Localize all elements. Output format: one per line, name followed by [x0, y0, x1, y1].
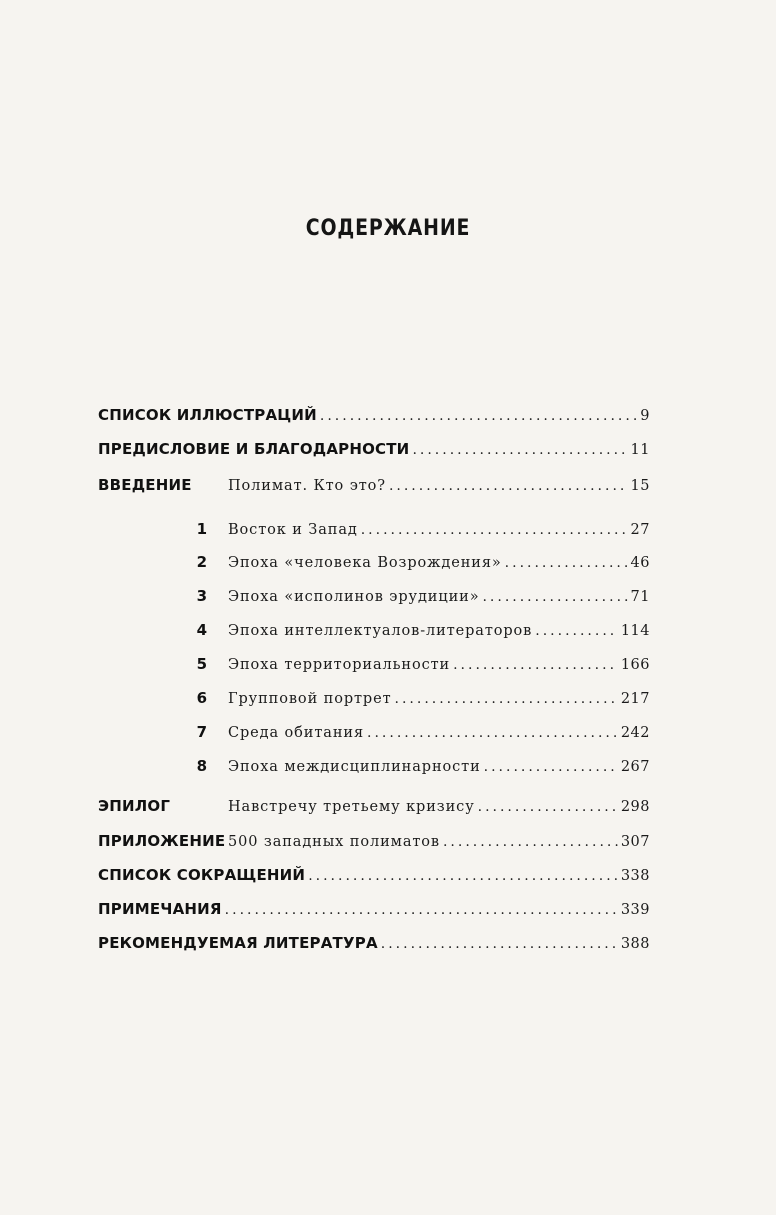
chapter-title: Эпоха интеллектуалов-литераторов	[228, 623, 533, 639]
toc-entry-title: Навстречу третьему кризису	[228, 799, 475, 815]
page-number: 166	[620, 657, 650, 673]
dot-leader	[478, 799, 618, 815]
chapter-number-cell	[98, 520, 228, 538]
page-number: 15	[630, 478, 650, 494]
chapter-number: 6	[196, 689, 208, 707]
dot-leader	[443, 834, 618, 850]
chapter-title: Восток и Запад	[228, 522, 358, 538]
chapter-number: 7	[196, 723, 208, 741]
dot-leader	[381, 936, 618, 952]
toc-entry	[98, 900, 650, 930]
toc-section-label: ЭПИЛОГ	[98, 797, 171, 815]
page-number: 46	[630, 555, 650, 571]
page-number: 11	[630, 442, 650, 458]
toc-entry	[98, 520, 650, 550]
page-number: 339	[620, 902, 650, 918]
chapter-number-cell	[98, 587, 228, 605]
page-number: 298	[620, 799, 650, 815]
dot-leader	[367, 725, 618, 741]
dot-leader	[482, 589, 627, 605]
chapter-number-cell	[98, 655, 228, 673]
toc-entry	[98, 406, 650, 436]
dot-leader	[361, 522, 628, 538]
page-number: 9	[640, 408, 650, 424]
chapter-number: 3	[196, 587, 208, 605]
chapter-number-cell	[98, 621, 228, 639]
toc-section-label: ВВЕДЕНИЕ	[98, 476, 192, 494]
toc-entry	[98, 621, 650, 651]
toc-entry	[98, 934, 650, 964]
toc-entry	[98, 797, 650, 827]
toc-entry-title: Полимат. Кто это?	[228, 478, 386, 494]
toc-entry	[98, 655, 650, 685]
toc-entry	[98, 723, 650, 753]
chapter-number: 5	[196, 655, 208, 673]
toc-entry	[98, 832, 650, 862]
dot-leader	[505, 555, 628, 571]
chapter-number: 1	[196, 520, 208, 538]
toc-entry-title: 500 западных полиматов	[228, 834, 440, 850]
chapter-title: Среда обитания	[228, 725, 365, 741]
dot-leader	[320, 408, 637, 424]
chapter-title: Эпоха «исполинов эрудиции»	[228, 589, 480, 605]
toc-section-label: ПРИЛОЖЕНИЕ	[98, 832, 226, 850]
chapter-number: 4	[196, 621, 208, 639]
toc-section-label: СПИСОК ИЛЛЮСТРАЦИЙ	[98, 406, 317, 424]
page-number: 114	[620, 623, 650, 639]
dot-leader	[308, 868, 618, 884]
toc-entry	[98, 689, 650, 719]
chapter-title: Групповой портрет	[228, 691, 392, 707]
chapter-title: Эпоха территориальности	[228, 657, 451, 673]
page-number: 267	[620, 759, 650, 775]
chapter-number-cell	[98, 723, 228, 741]
page-number: 71	[630, 589, 650, 605]
chapter-number: 8	[196, 757, 208, 775]
chapter-number: 2	[196, 553, 208, 571]
dot-leader	[225, 902, 618, 918]
page-number: 338	[620, 868, 650, 884]
toc-section-label: ПРЕДИСЛОВИЕ И БЛАГОДАРНОСТИ	[98, 440, 410, 458]
chapter-title: Эпоха «человека Возрождения»	[228, 555, 502, 571]
toc-section-label: ПРИМЕЧАНИЯ	[98, 900, 222, 918]
dot-leader	[535, 623, 618, 639]
page-number: 307	[620, 834, 650, 850]
dot-leader	[453, 657, 618, 673]
toc-entry	[98, 587, 650, 617]
chapter-number-cell	[98, 553, 228, 571]
dot-leader	[412, 442, 627, 458]
toc-section-label: СПИСОК СОКРАЩЕНИЙ	[98, 866, 306, 884]
page-number: 242	[620, 725, 650, 741]
dot-leader	[395, 691, 618, 707]
page-number: 217	[620, 691, 650, 707]
toc-entry	[98, 476, 650, 506]
toc-entry	[98, 553, 650, 583]
toc-entry	[98, 866, 650, 896]
chapter-number-cell	[98, 689, 228, 707]
toc-section-label: РЕКОМЕНДУЕМАЯ ЛИТЕРАТУРА	[98, 934, 378, 952]
chapter-number-cell	[98, 757, 228, 775]
toc-entry	[98, 440, 650, 470]
page-number: 27	[630, 522, 650, 538]
dot-leader	[484, 759, 618, 775]
page-number: 388	[620, 936, 650, 952]
dot-leader	[389, 478, 628, 494]
page-title: СОДЕРЖАНИЕ	[305, 216, 471, 241]
chapter-title: Эпоха междисциплинарности	[228, 759, 481, 775]
toc-entry	[98, 757, 650, 787]
